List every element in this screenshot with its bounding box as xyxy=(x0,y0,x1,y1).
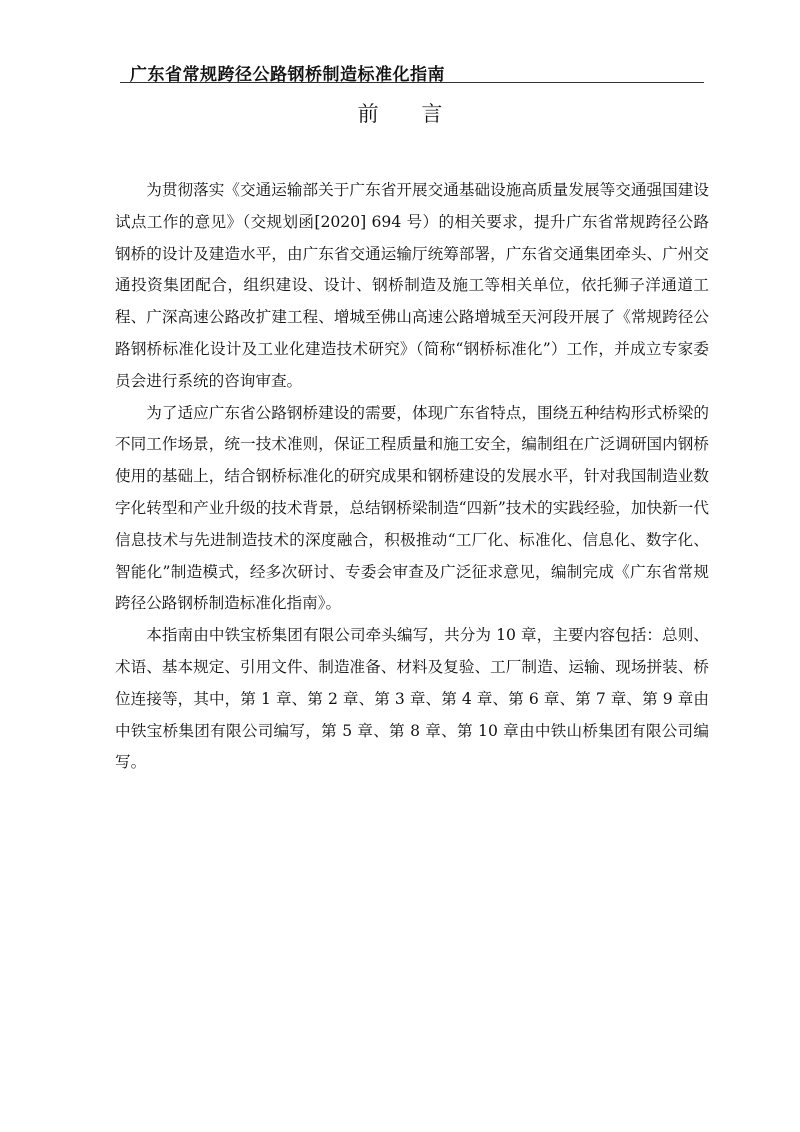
header-title: 广东省常规跨径公路钢桥制造标准化指南 xyxy=(130,65,445,85)
page-title: 前 言 xyxy=(357,102,461,126)
paragraph-3: 本指南由中铁宝桥集团有限公司牵头编写，共分为 10 章，主要内容包括：总则、术语、基本规定、引用文件、制造准备、材料及复验、工厂制造、运输、现场拼装、桥位连接等，其中，第 1 章、第 2 章、第 3 章、第 4 章、第 6 章、第 7 章、第 9 章由中铁宝桥集团有限公司编写，第 5 章、第 8 章、第 10 章由中铁山桥集团有限公司编写。 xyxy=(115,626,709,772)
paragraph-2: 为了适应广东省公路钢桥建设的需要，体现广东省特点，围绕五种结构形式桥梁的不同工作场景，统一技术准则，保证工程质量和施工安全，编制组在广泛调研国内钢桥使用的基础上，结合钢桥标准化的研究成果和钢桥建设的发展水平，针对我国制造业数字化转型和产业升级的技术背景，总结钢桥梁制造“四新”技术的实践经验，加快新一代信息技术与先进制造技术的深度融合，积极推动“工厂化、标准化、信息化、数字化、智能化”制造模式，经多次研讨、专委会审查及广泛征求意见，编制完成《广东省常规跨径公路钢桥制造标准化指南》。 xyxy=(115,403,709,613)
body-text xyxy=(115,175,709,779)
paragraph-1: 为贯彻落实《交通运输部关于广东省开展交通基础设施高质量发展等交通强国建设试点工作的意见》（交规划函[2020] 694 号）的相关要求，提升广东省常规跨径公路钢桥的设计及建造水平，由广东省交通运输厅统筹部署，广东省交通集团牵头、广州交通投资集团配合，组织建设、设计、钢桥制造及施工等相关单位，依托狮子洋通道工程、广深高速公路改扩建工程、增城至佛山高速公路增城至天河段开展了《常规跨径公路钢桥标准化设计及工业化建造技术研究》（简称“钢桥标准化”）工作，并成立专家委员会进行系统的咨询审查。 xyxy=(115,181,709,390)
running-header xyxy=(120,58,704,83)
